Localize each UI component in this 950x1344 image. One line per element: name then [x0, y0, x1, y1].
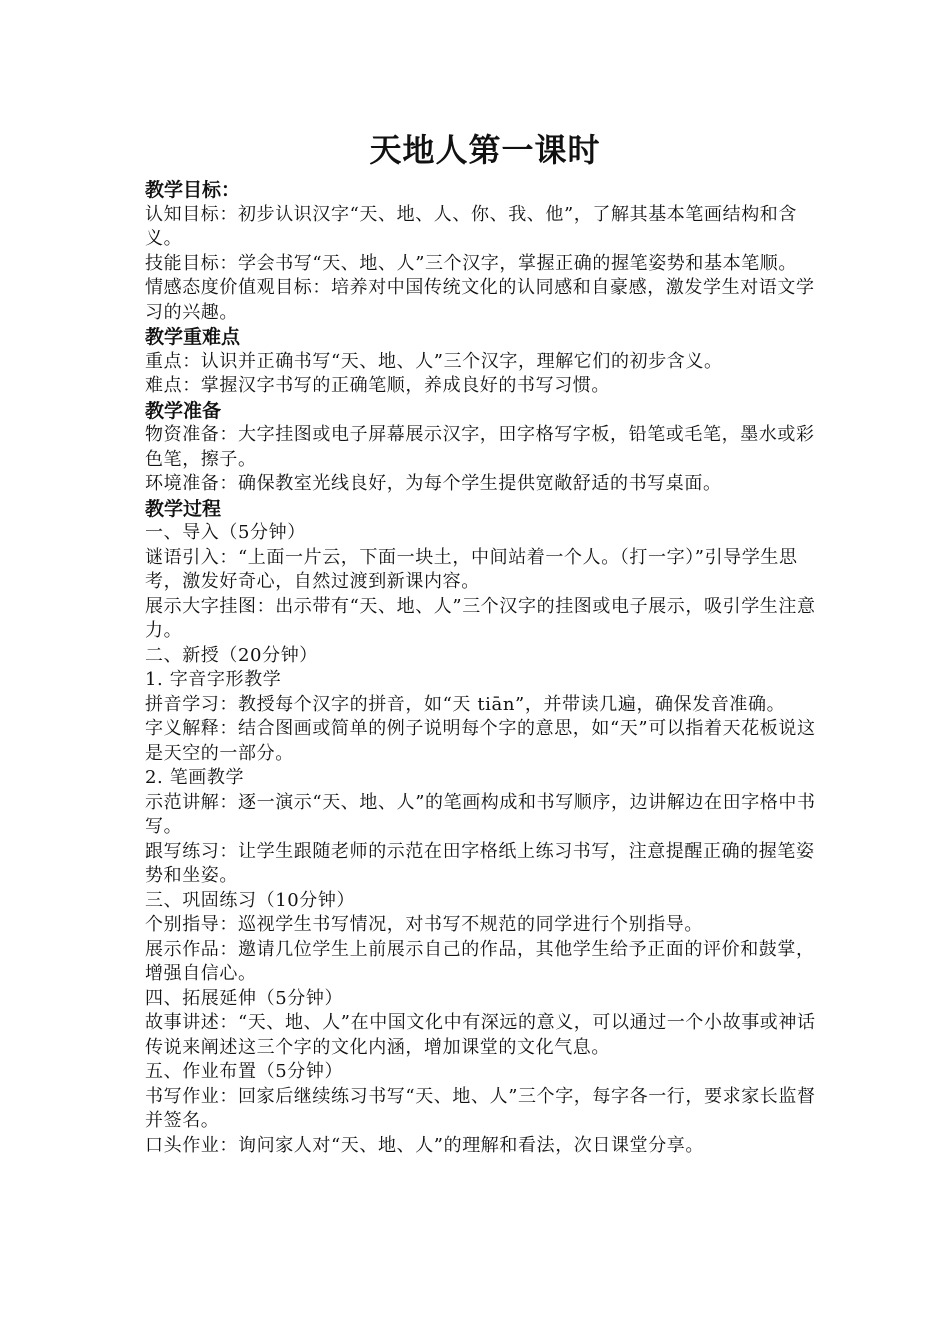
paragraph-story: 故事讲述：“天、地、人”在中国文化中有深远的意义，可以通过一个小故事或神话传说来阐述这三个字的文化内涵，增加课堂的文化气息。	[145, 1012, 816, 1058]
paragraph-writing-homework: 书写作业：回家后继续练习书写“天、地、人”三个字，每字各一行，要求家长监督并签名。	[145, 1085, 816, 1131]
paragraph-materials: 物资准备：大字挂图或电子屏幕展示汉字，田字格写字板，铅笔或毛笔，墨水或彩色笔，擦子。	[145, 424, 815, 470]
section-heading-objectives: 教学目标：	[145, 179, 241, 201]
step-heading-intro: 一、导入（5分钟）	[145, 522, 306, 543]
section-heading-key-points: 教学重难点	[145, 326, 241, 348]
paragraph-follow-practice: 跟写练习：让学生跟随老师的示范在田字格纸上练习书写，注意提醒正确的握笔姿势和坐姿。	[145, 840, 815, 886]
paragraph-meaning: 字义解释：结合图画或简单的例子说明每个字的意思，如“天”可以指着天花板说这是天空的一部分。	[145, 718, 816, 764]
document-title: 天地人第一课时	[369, 131, 601, 169]
paragraph-oral-homework: 口头作业：询问家人对“天、地、人”的理解和看法，次日课堂分享。	[145, 1134, 705, 1156]
step-heading-new-lesson: 二、新授（20分钟）	[145, 644, 318, 666]
step-heading-homework: 五、作业布置（5分钟）	[145, 1061, 344, 1082]
step-heading-extension: 四、拓展延伸（5分钟）	[145, 987, 344, 1009]
paragraph-riddle: 谜语引入：“上面一片云，下面一块土，中间站着一个人。（打一字）”引导学生思考，激发好奇心，自然过渡到新课内容。	[145, 546, 798, 592]
paragraph-skill-goal: 技能目标：学会书写“天、地、人”三个汉字，掌握正确的握笔姿势和基本笔顺。	[145, 252, 798, 274]
paragraph-pinyin: 拼音学习：教授每个汉字的拼音，如“天 tiān”，并带读几遍，确保发音准确。	[145, 693, 786, 715]
subheading-strokes: 2. 笔画教学	[145, 767, 245, 788]
paragraph-cognitive-goal: 认知目标：初步认识汉字“天、地、人、你、我、他”，了解其基本笔画结构和含义。	[145, 203, 798, 249]
paragraph-environment: 环境准备：确保教室光线良好，为每个学生提供宽敞舒适的书写桌面。	[145, 473, 722, 494]
paragraph-key-point: 重点：认识并正确书写“天、地、人”三个汉字，理解它们的初步含义。	[145, 350, 723, 372]
section-heading-preparation: 教学准备	[145, 399, 222, 422]
step-heading-consolidation: 三、巩固练习（10分钟）	[145, 889, 356, 911]
document-page	[145, 128, 825, 1158]
paragraph-show-work: 展示作品：邀请几位学生上前展示自己的作品，其他学生给予正面的评价和鼓掌，增强自信心。	[145, 938, 815, 984]
subheading-pronunciation: 1. 字音字形教学	[145, 669, 282, 690]
paragraph-show-chart: 展示大字挂图：出示带有“天、地、人”三个汉字的挂图或电子展示，吸引学生注意力。	[145, 595, 816, 641]
paragraph-individual-guidance: 个别指导：巡视学生书写情况，对书写不规范的同学进行个别指导。	[145, 914, 703, 935]
paragraph-difficulty: 难点：掌握汉字书写的正确笔顺，养成良好的书写习惯。	[145, 375, 610, 396]
section-heading-process: 教学过程	[145, 497, 222, 520]
paragraph-demonstration: 示范讲解：逐一演示“天、地、人”的笔画构成和书写顺序，边讲解边在田字格中书写。	[145, 791, 816, 837]
paragraph-emotion-goal: 情感态度价值观目标：培养对中国传统文化的认同感和自豪感，激发学生对语文学习的兴趣。	[145, 277, 815, 323]
